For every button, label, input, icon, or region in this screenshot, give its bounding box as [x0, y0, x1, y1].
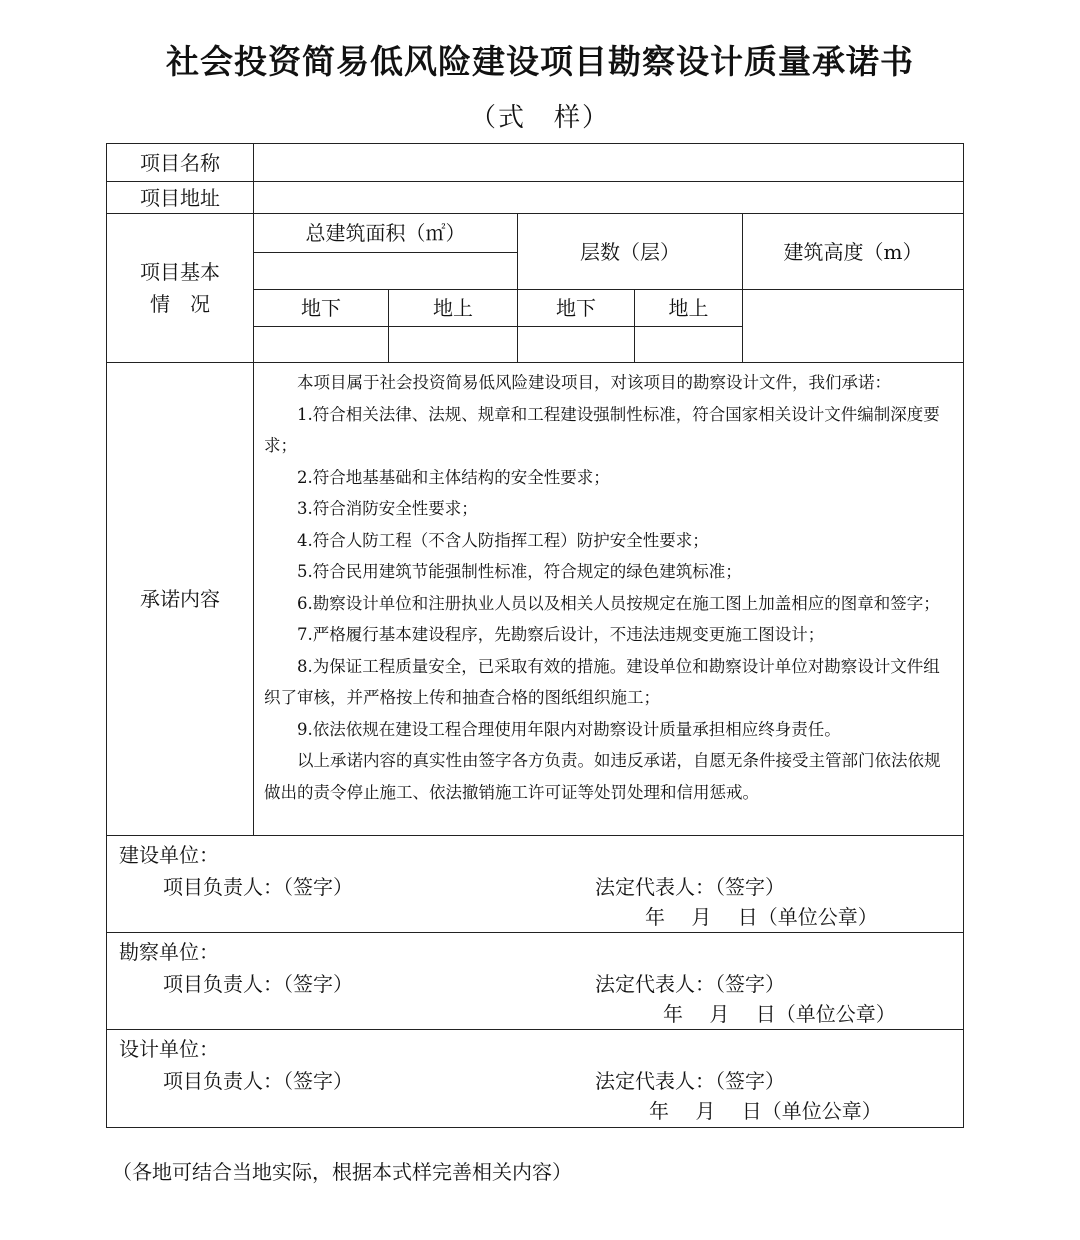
project-name-label: [106, 143, 254, 182]
commitment-paragraph: 5.符合民用建筑节能强制性标准，符合规定的绿色建筑标准；: [297, 562, 742, 581]
project-address-label-text: 项目地址: [140, 185, 220, 210]
height-field[interactable]: [742, 289, 964, 363]
commitment-paragraph: 7.严格履行基本建设程序，先勘察后设计，不违法违规变更施工图设计；: [297, 625, 825, 644]
height-header: [742, 213, 964, 290]
commitment-paragraph: 9.依法依规在建设工程合理使用年限内对勘察设计质量承担相应终身责任。: [297, 719, 841, 739]
commitment-paragraph: 6.勘察设计单位和注册执业人员以及相关人员按规定在施工图上加盖相应的图章和签字；: [297, 593, 940, 613]
signature-date-seal: 年 月 日（单位公章）: [649, 1099, 882, 1123]
basic-info-label: [106, 213, 254, 363]
footnote: （各地可结合当地实际，根据本式样完善相关内容）: [112, 1160, 572, 1184]
signature-date-seal: 年 月 日（单位公章）: [645, 905, 878, 929]
signature-block-construction: [106, 835, 964, 933]
project-address-field[interactable]: [253, 181, 964, 214]
area-aboveground-field[interactable]: [388, 326, 518, 363]
basic-info-label-line1: 项目基本: [140, 260, 220, 284]
area-underground-header: [253, 289, 389, 327]
total-area-label: 总建筑面积（㎡）: [305, 221, 466, 245]
signature-unit: 勘察单位：: [119, 940, 219, 964]
floors-underground-field[interactable]: [517, 326, 635, 363]
signature-block-design: [106, 1029, 964, 1128]
area-aboveground-label: 地上: [433, 296, 473, 320]
signature-project-responsible[interactable]: 项目负责人：（签字）: [163, 972, 353, 996]
signature-unit: 设计单位：: [119, 1037, 219, 1061]
signature-project-responsible[interactable]: 项目负责人：（签字）: [163, 875, 353, 899]
floors-underground-label: 地下: [556, 296, 596, 320]
commitment-paragraph: 2.符合地基基础和主体结构的安全性要求；: [297, 467, 610, 487]
signature-legal-representative[interactable]: 法定代表人：（签字）: [595, 972, 785, 996]
signature-block-survey: [106, 932, 964, 1030]
project-address-label: [106, 181, 254, 214]
floors-aboveground-field[interactable]: [634, 326, 743, 363]
signature-project-responsible[interactable]: 项目负责人：（签字）: [163, 1069, 353, 1093]
height-label: 建筑高度（m）: [783, 239, 923, 264]
signature-date-seal: 年 月 日（单位公章）: [663, 1002, 896, 1026]
commitment-label-text: 承诺内容: [140, 587, 220, 611]
floors-aboveground-header: [634, 289, 743, 327]
commitment-content: [253, 362, 964, 836]
floors-aboveground-label: 地上: [668, 296, 709, 320]
commitment-paragraph: 3.符合消防安全性要求；: [297, 499, 478, 518]
basic-info-label-line2: 情 况: [150, 292, 210, 316]
document-title: 社会投资简易低风险建设项目勘察设计质量承诺书: [166, 42, 914, 81]
floors-label: 层数（层）: [580, 239, 680, 264]
commitment-paragraph: 1.符合相关法律、法规、规章和工程建设强制性标准，符合国家相关设计文件编制深度要求；: [264, 404, 940, 455]
commitment-label: [106, 362, 254, 836]
floors-underground-header: [517, 289, 635, 327]
floors-header: [517, 213, 743, 290]
commitment-paragraph: 8.为保证工程质量安全，已采取有效的措施。建设单位和勘察设计单位对勘察设计文件组织了审核，并严格按上传和抽查合格的图纸组织施工；: [264, 656, 940, 707]
commitment-paragraph: 以上承诺内容的真实性由签字各方负责。如违反承诺，自愿无条件接受主管部门依法依规做出的责令停止施工、依法撤销施工许可证等处罚处理和信用惩戒。: [264, 751, 941, 802]
total-area-header: [253, 213, 518, 253]
document-subtitle: （式 样）: [469, 103, 610, 133]
area-aboveground-header: [388, 289, 518, 327]
signature-unit: 建设单位：: [119, 843, 219, 867]
signature-legal-representative[interactable]: 法定代表人：（签字）: [595, 1069, 785, 1093]
area-underground-field[interactable]: [253, 326, 389, 363]
total-area-field[interactable]: [253, 252, 518, 290]
project-name-label-text: 项目名称: [140, 150, 220, 175]
commitment-paragraph: 4.符合人防工程（不含人防指挥工程）防护安全性要求；: [297, 530, 709, 550]
commitment-paragraph: 本项目属于社会投资简易低风险建设项目，对该项目的勘察设计文件，我们承诺：: [297, 373, 891, 392]
area-underground-label: 地下: [301, 296, 341, 320]
signature-legal-representative[interactable]: 法定代表人：（签字）: [595, 875, 785, 899]
project-name-field[interactable]: [253, 143, 964, 182]
